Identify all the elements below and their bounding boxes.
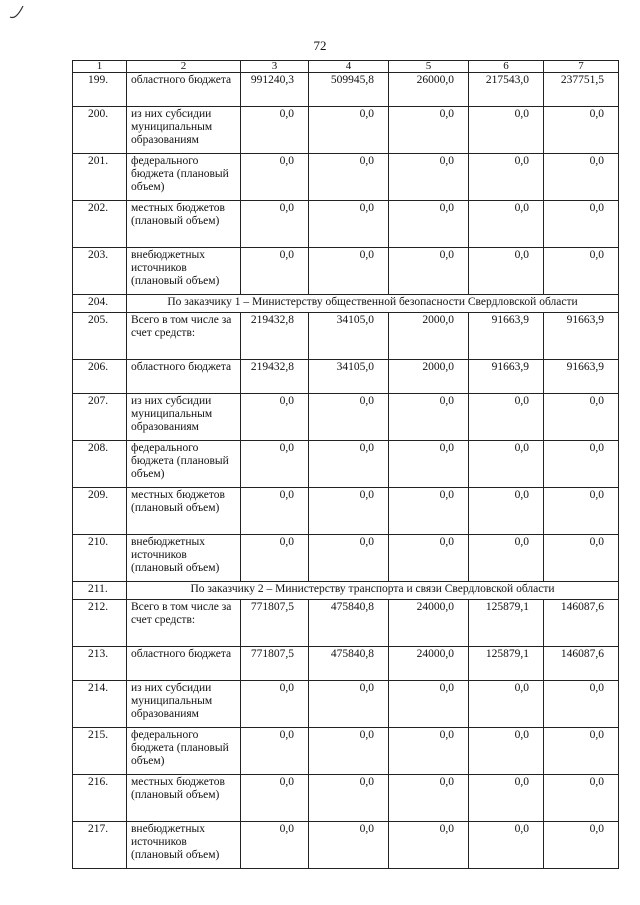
value-cell: 0,0 [469,248,544,295]
value-cell: 0,0 [544,441,619,488]
value-cell: 219432,8 [241,313,309,360]
value-cell: 0,0 [469,681,544,728]
value-cell: 0,0 [469,201,544,248]
value-cell: 0,0 [241,681,309,728]
value-cell: 0,0 [241,107,309,154]
row-number: 215. [73,728,127,775]
row-label: федерального бюджета (плановый объем) [127,441,241,488]
table-row [73,248,619,295]
row-number: 212. [73,600,127,647]
table-row [73,154,619,201]
value-cell: 0,0 [241,535,309,582]
table-row [73,201,619,248]
value-cell: 0,0 [544,775,619,822]
value-cell: 0,0 [241,728,309,775]
row-number: 203. [73,248,127,295]
value-cell: 0,0 [309,248,389,295]
table-row [73,728,619,775]
row-label: федерального бюджета (плановый объем) [127,728,241,775]
value-cell: 0,0 [309,441,389,488]
row-label: местных бюджетов (плановый объем) [127,201,241,248]
value-cell: 509945,8 [309,73,389,107]
row-number: 209. [73,488,127,535]
header-cell: 3 [241,61,309,73]
value-cell: 0,0 [469,822,544,869]
value-cell: 0,0 [389,681,469,728]
table-row [73,775,619,822]
value-cell: 219432,8 [241,360,309,394]
value-cell: 0,0 [389,107,469,154]
value-cell: 0,0 [544,728,619,775]
header-cell: 6 [469,61,544,73]
value-cell: 0,0 [469,441,544,488]
check-mark-icon [8,4,26,22]
value-cell: 0,0 [544,248,619,295]
table-row [73,647,619,681]
value-cell: 475840,8 [309,647,389,681]
header-cell: 4 [309,61,389,73]
table-row [73,360,619,394]
row-label: Всего в том числе за счет средств: [127,600,241,647]
row-number: 202. [73,201,127,248]
value-cell: 771807,5 [241,647,309,681]
value-cell: 0,0 [241,394,309,441]
value-cell: 125879,1 [469,647,544,681]
row-number: 213. [73,647,127,681]
value-cell: 125879,1 [469,600,544,647]
value-cell: 0,0 [389,201,469,248]
row-label: внебюджетных источников (плановый объем) [127,535,241,582]
row-label: областного бюджета [127,73,241,107]
section-title: По заказчику 2 – Министерству транспорта и связи Свердловской области [127,582,619,600]
value-cell: 0,0 [309,535,389,582]
value-cell: 0,0 [309,488,389,535]
row-label: местных бюджетов (плановый объем) [127,488,241,535]
row-label: из них субсидии муниципальным образованиям [127,107,241,154]
value-cell: 0,0 [469,728,544,775]
value-cell: 0,0 [241,248,309,295]
value-cell: 0,0 [544,154,619,201]
budget-table [72,60,619,869]
value-cell: 0,0 [309,107,389,154]
row-label: местных бюджетов (плановый объем) [127,775,241,822]
row-number: 217. [73,822,127,869]
value-cell: 0,0 [309,728,389,775]
row-label: внебюджетных источников (плановый объем) [127,248,241,295]
value-cell: 0,0 [309,822,389,869]
row-label: из них субсидии муниципальным образованиям [127,394,241,441]
header-cell: 1 [73,61,127,73]
value-cell: 0,0 [544,822,619,869]
table-row [73,394,619,441]
row-number: 211. [73,582,127,600]
page-number: 72 [313,38,327,53]
value-cell: 0,0 [241,822,309,869]
table-row [73,441,619,488]
row-label: внебюджетных источников (плановый объем) [127,822,241,869]
value-cell: 0,0 [544,107,619,154]
row-number: 200. [73,107,127,154]
value-cell: 0,0 [469,394,544,441]
section-row [73,295,619,313]
value-cell: 0,0 [469,775,544,822]
table-row [73,488,619,535]
value-cell: 0,0 [544,681,619,728]
table-row [73,681,619,728]
value-cell: 237751,5 [544,73,619,107]
value-cell: 26000,0 [389,73,469,107]
value-cell: 0,0 [389,822,469,869]
value-cell: 0,0 [309,201,389,248]
value-cell: 0,0 [389,248,469,295]
table-row [73,600,619,647]
row-number: 208. [73,441,127,488]
value-cell: 475840,8 [309,600,389,647]
value-cell: 217543,0 [469,73,544,107]
row-number: 210. [73,535,127,582]
value-cell: 0,0 [544,535,619,582]
value-cell: 771807,5 [241,600,309,647]
value-cell: 0,0 [544,394,619,441]
value-cell: 0,0 [309,394,389,441]
row-label: из них субсидии муниципальным образованиям [127,681,241,728]
value-cell: 91663,9 [544,360,619,394]
value-cell: 0,0 [309,681,389,728]
value-cell: 0,0 [469,535,544,582]
row-number: 199. [73,73,127,107]
value-cell: 0,0 [241,775,309,822]
table-row [73,822,619,869]
value-cell: 91663,9 [544,313,619,360]
value-cell: 991240,3 [241,73,309,107]
value-cell: 0,0 [469,488,544,535]
value-cell: 146087,6 [544,647,619,681]
value-cell: 0,0 [241,201,309,248]
value-cell: 91663,9 [469,360,544,394]
value-cell: 0,0 [389,775,469,822]
value-cell: 0,0 [241,488,309,535]
table-row [73,313,619,360]
value-cell: 0,0 [241,154,309,201]
header-cell: 7 [544,61,619,73]
table-row [73,107,619,154]
value-cell: 0,0 [389,154,469,201]
section-row [73,582,619,600]
value-cell: 0,0 [389,394,469,441]
value-cell: 24000,0 [389,647,469,681]
row-number: 216. [73,775,127,822]
row-number: 206. [73,360,127,394]
header-cell: 5 [389,61,469,73]
value-cell: 0,0 [469,107,544,154]
value-cell: 0,0 [389,728,469,775]
row-number: 214. [73,681,127,728]
section-title: По заказчику 1 – Министерству общественной безопасности Свердловской области [127,295,619,313]
value-cell: 0,0 [469,154,544,201]
value-cell: 0,0 [389,488,469,535]
table-row [73,535,619,582]
value-cell: 24000,0 [389,600,469,647]
row-number: 204. [73,295,127,313]
table-row [73,73,619,107]
value-cell: 0,0 [389,441,469,488]
value-cell: 0,0 [389,535,469,582]
value-cell: 34105,0 [309,313,389,360]
value-cell: 0,0 [309,775,389,822]
row-label: областного бюджета [127,647,241,681]
row-label: федерального бюджета (плановый объем) [127,154,241,201]
row-label: Всего в том числе за счет средств: [127,313,241,360]
value-cell: 2000,0 [389,360,469,394]
value-cell: 0,0 [309,154,389,201]
table-header-row [73,61,619,73]
value-cell: 0,0 [241,441,309,488]
header-cell: 2 [127,61,241,73]
row-number: 207. [73,394,127,441]
value-cell: 91663,9 [469,313,544,360]
row-label: областного бюджета [127,360,241,394]
row-number: 205. [73,313,127,360]
value-cell: 2000,0 [389,313,469,360]
value-cell: 0,0 [544,488,619,535]
value-cell: 146087,6 [544,600,619,647]
value-cell: 34105,0 [309,360,389,394]
row-number: 201. [73,154,127,201]
value-cell: 0,0 [544,201,619,248]
